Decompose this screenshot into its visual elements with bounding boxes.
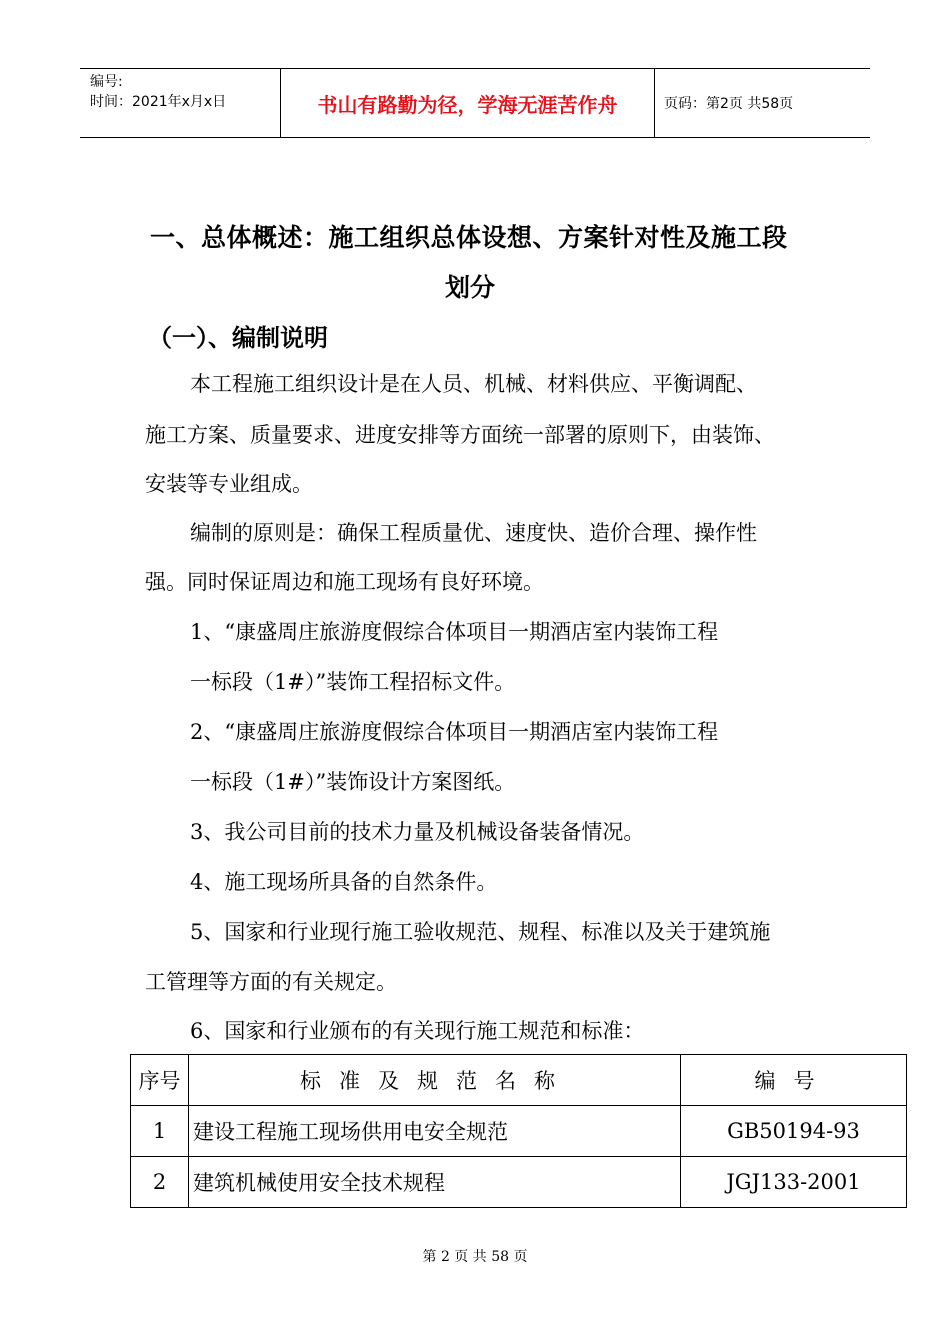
section-heading: （一）、编制说明	[148, 324, 328, 352]
header-page-info: 页码：第2页 共58页	[664, 96, 794, 112]
list-item: 3、我公司目前的技术力量及机械设备装备情况。	[190, 820, 645, 844]
header-cell-name: 标准及规范名称	[189, 1055, 681, 1106]
paragraph-line: 编制的原则是：确保工程质量优、速度快、造价合理、操作性	[190, 521, 757, 545]
paragraph-line: 本工程施工组织设计是在人员、机械、材料供应、平衡调配、	[190, 372, 757, 396]
table-row	[131, 1106, 907, 1157]
list-item: 6、国家和行业颁布的有关现行施工规范和标准：	[190, 1019, 645, 1043]
header-meta	[80, 69, 280, 137]
table-row	[131, 1157, 907, 1208]
list-item-line: 5、国家和行业现行施工验收规范、规程、标准以及关于建筑施	[190, 920, 771, 944]
document-number-label: 编号:	[90, 74, 123, 90]
list-item-line: 一标段（1#）”装饰工程招标文件。	[190, 670, 516, 694]
chapter-title-line2: 划分	[445, 273, 496, 302]
cell-code: JGJ133-2001	[681, 1157, 907, 1208]
cell-code: GB50194-93	[681, 1106, 907, 1157]
page-header	[80, 68, 870, 138]
list-item-line: 2、“康盛周庄旅游度假综合体项目一期酒店室内装饰工程	[190, 720, 719, 744]
paragraph-line: 安装等专业组成。	[145, 472, 313, 496]
document-time: 时间：2021年x月x日	[90, 94, 227, 110]
header-divider	[654, 69, 655, 137]
list-item: 4、施工现场所具备的自然条件。	[190, 870, 498, 894]
header-cell-no: 序号	[131, 1055, 189, 1106]
list-item-line: 工管理等方面的有关规定。	[145, 970, 397, 994]
standards-table	[130, 1054, 907, 1208]
paragraph-line: 强。同时保证周边和施工现场有良好环境。	[145, 570, 544, 594]
cell-name: 建设工程施工现场供用电安全规范	[189, 1106, 681, 1157]
paragraph-line: 施工方案、质量要求、进度安排等方面统一部署的原则下，由装饰、	[145, 423, 775, 447]
header-motto: 书山有路勤为径，学海无涯苦作舟	[317, 92, 618, 117]
page-footer: 第 2 页 共 58 页	[422, 1249, 528, 1265]
cell-name: 建筑机械使用安全技术规程	[189, 1157, 681, 1208]
header-cell-code: 编号	[681, 1055, 907, 1106]
list-item-line: 1、“康盛周庄旅游度假综合体项目一期酒店室内装饰工程	[190, 620, 719, 644]
table-header-row	[131, 1055, 907, 1106]
cell-no: 1	[131, 1106, 189, 1157]
chapter-title-line1: 一、总体概述：施工组织总体设想、方案针对性及施工段	[150, 223, 788, 252]
cell-no: 2	[131, 1157, 189, 1208]
list-item-line: 一标段（1#）”装饰设计方案图纸。	[190, 770, 516, 794]
